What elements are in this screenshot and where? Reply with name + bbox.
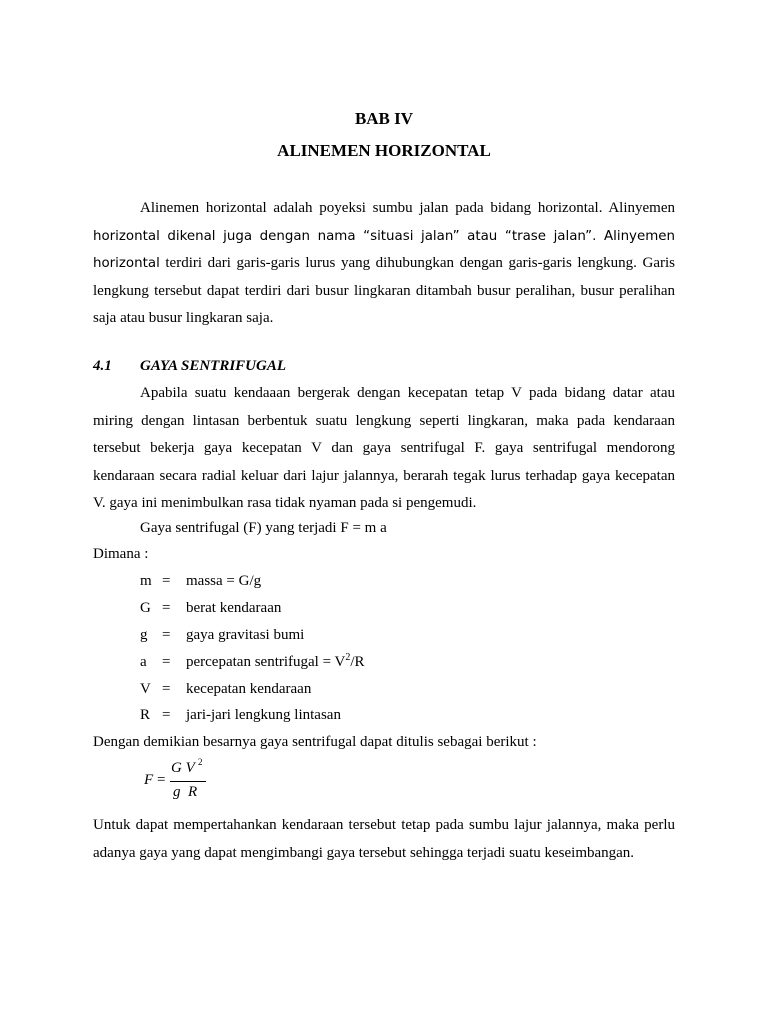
definition-description: kecepatan kendaraan [186,681,312,697]
formula-denominator: g R [173,784,198,800]
definition-equals: = [162,573,171,589]
definition-equals: = [162,681,171,697]
centrifugal-force-formula [140,757,230,804]
formula-equals: = [157,772,166,788]
intro-text-2: horizontal dikenal juga dengan nama “situasi jalan” atau “trase jalan”. Alinyemen horizontal [93,228,675,271]
definition-symbol: G [140,600,151,616]
formula-lhs: F [144,772,154,788]
definition-description: berat kendaraan [186,600,282,616]
fraction-bar [170,781,206,782]
section-paragraph [93,380,675,518]
intro-text-1: Alinemen horizontal adalah poyeksi sumbu jalan pada bidang horizontal. Alinyemen [140,200,675,216]
definition-description: massa = G/g [186,573,262,589]
definition-description: gaya gravitasi bumi [186,627,305,643]
intro-text-3: terdiri dari garis-garis lurus yang dihubungkan dengan garis-garis lengkung. Garis lengkung tersebut dapat terdiri dari busur lingkaran ditambah busur peralihan, busur peralihan saja atau busur lingkaran saja. [93,255,675,326]
definition-symbol: R [140,707,151,723]
definition-description-text: percepatan sentrifugal = V [186,654,346,670]
section-paragraph-text: Apabila suatu kendaaan bergerak dengan kecepatan tetap V pada bidang datar atau miring dengan lintasan berbentuk suatu lengkung seperti lingkaran, maka pada kendaraan tersebut bekerja gaya kecepatan V dan gaya sentrifugal F. gaya sentrifugal mendorong kendaraan secara radial keluar dari lajur jalannya, berarah tegak lurus terhadap gaya kecepatan V. gaya ini menimbulkan rasa tidak nyaman pada si pengemudi. [93,385,675,511]
intro-paragraph [93,195,675,333]
exponent: 2 [345,652,351,663]
definition-description-suffix: /R [350,654,365,670]
definition-equals: = [162,654,171,670]
definition-equals: = [162,600,171,616]
definition-equals: = [162,627,171,643]
section-number: 4.1 [93,358,112,374]
chapter-label: BAB IV [354,109,414,128]
definition-equals: = [162,707,171,723]
formula-intro: Dengan demikian besarnya gaya sentrifugal dapat ditulis sebagai berikut : [93,734,537,750]
definition-symbol: m [140,573,152,589]
closing-paragraph: Untuk dapat mempertahankan kendaraan tersebut tetap pada sumbu lajur jalannya, maka perlu adanya gaya yang dapat mengimbangi gaya tersebut sehingga terjadi suatu keseimbangan. [93,817,675,861]
formula-numerator: G V [171,760,195,776]
formula-exponent: 2 [198,757,203,767]
definition-symbol: g [140,627,148,643]
definition-symbol: V [140,681,151,697]
equation-line: Gaya sentrifugal (F) yang terjadi F = m a [140,520,387,536]
chapter-title: ALINEMEN HORIZONTAL [277,141,491,160]
definition-symbol: a [140,654,147,670]
definition-description [186,654,365,671]
where-label: Dimana : [93,546,149,562]
section-title: GAYA SENTRIFUGAL [140,358,287,374]
definition-description: jari-jari lengkung lintasan [186,707,341,723]
